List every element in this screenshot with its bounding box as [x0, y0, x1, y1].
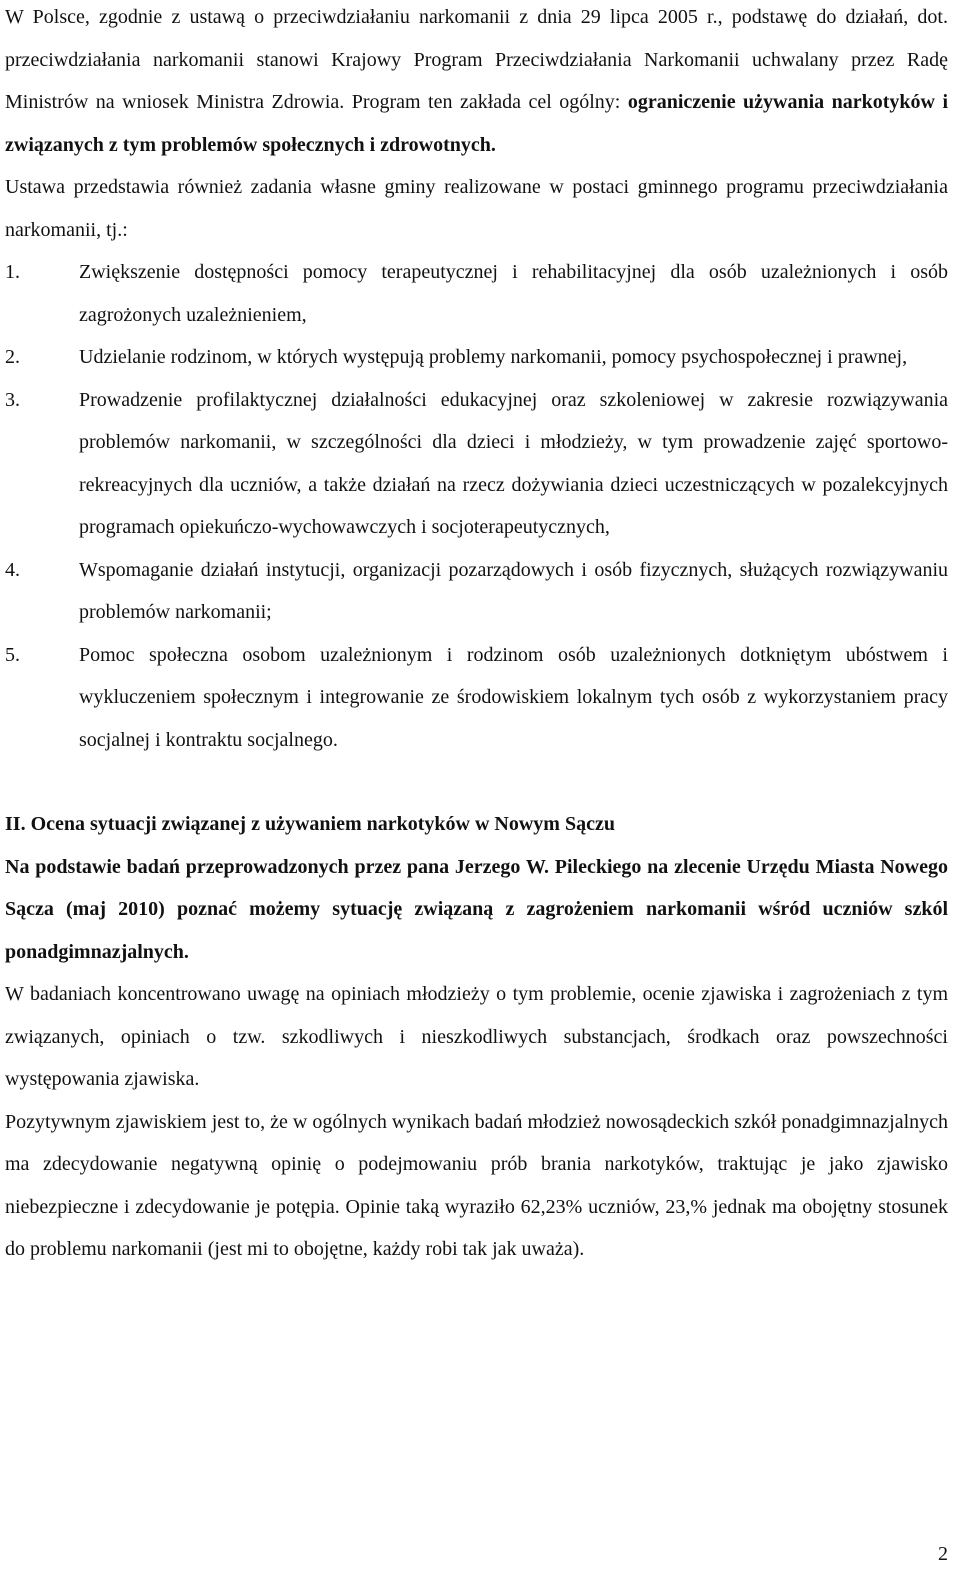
list-item — [5, 549, 948, 634]
list-item — [5, 251, 948, 336]
list-item-number: 5. — [5, 643, 20, 666]
list-item-text: Wspomaganie działań instytucji, organizacji pozarządowych i osób fizycznych, służących rozwiązywaniu problemów narkomanii; — [79, 558, 948, 623]
list-item-text: Zwiększenie dostępności pomocy terapeutycznej i rehabilitacyjnej dla osób uzależnionych i osób zagrożonych uzależnieniem, — [79, 261, 948, 326]
research-paragraph: W badaniach koncentrowano uwagę na opiniach młodzieży o tym problemie, ocenie zjawiska i zagrożeniach z tym związanych, opiniach o tzw. szkodliwych i nieszkodliwych substancjach, środkach oraz powszechności występowania zjawiska. — [5, 983, 948, 1090]
intro-goal-bold: ograniczenie używania narkotyków i związanych z tym problemów społecznych i zdrowotnych. — [5, 91, 949, 156]
list-item-text: Prowadzenie profilaktycznej działalności edukacyjnej oraz szkoleniowej w zakresie rozwiązywania problemów narkomanii, w szczególności dla dzieci i młodzieży, w tym prowadzenie zajęć sportowo-rekreacyjnych dla uczniów, a także działań na rzecz dożywiania dzieci uczestniczących w pozalekcyjnych programach opiekuńczo-wychowawczych i socjoterapeutycznych, — [79, 388, 948, 538]
list-item-number: 1. — [5, 261, 20, 283]
results-paragraph: Pozytywnym zjawiskiem jest to, że w ogólnych wynikach badań młodzież nowosądeckich szkół ponadgimnazjalnych ma zdecydowanie negatywną opinię o podejmowaniu prób brania narkotyków, traktując je jako zjawisko niebezpieczne i zdecydowanie je potępia. Opinie taką wyraziło 62,23% uczniów, 23,% jednak ma obojętny stosunek do problemu narkomanii (jest mi to obojętne, każdy robi tak jak uważa). — [5, 1110, 948, 1260]
section-lead-paragraph: Na podstawie badań przeprowadzonych przez pana Jerzego W. Pileckiego na zlecenie Urzędu Miasta Nowego Sącza (maj 2010) poznać możemy sytuację związaną z zagrożeniem narkomanii wśród uczniów szkól ponadgimnazjalnych. — [5, 855, 948, 963]
list-item-text: Udzielanie rodzinom, w których występują problemy narkomanii, pomocy psychospołecznej i prawnej, — [79, 346, 908, 368]
section-spacer — [5, 761, 948, 803]
list-item-number: 4. — [5, 558, 20, 581]
list-item-number: 2. — [5, 346, 20, 368]
section-number: II. — [5, 813, 26, 835]
list-item — [5, 634, 948, 762]
tasks-list — [5, 251, 948, 761]
document-page — [5, 0, 948, 1271]
list-item — [5, 379, 948, 549]
list-item-number: 3. — [5, 388, 20, 411]
list-item — [5, 336, 948, 379]
tasks-intro-paragraph: Ustawa przedstawia również zadania własne gminy realizowane w postaci gminnego programu przeciwdziałania narkomanii, tj.: — [5, 176, 948, 241]
intro-text: W Polsce, zgodnie z ustawą o przeciwdziałaniu narkomanii z dnia 29 lipca 2005 r., podstawę do działań, dot. przeciwdziałania narkomanii stanowi Krajowy Program Przeciwdziałania Narkomanii uchwalany przez Radę Ministrów na wniosek Ministra Zdrowia. Program ten zakłada cel ogólny: — [5, 6, 948, 113]
intro-paragraph — [5, 0, 948, 166]
section-title: Ocena sytuacji związanej z używaniem narkotyków w Nowym Sączu — [30, 813, 615, 835]
section-heading — [5, 803, 948, 846]
page-number: 2 — [938, 1543, 948, 1565]
list-item-text: Pomoc społeczna osobom uzależnionym i rodzinom osób uzależnionych dotkniętym ubóstwem i wykluczeniem społecznym i integrowanie ze środowiskiem lokalnym tych osób z wykorzystaniem pracy socjalnej i kontraktu socjalnego. — [79, 643, 948, 751]
